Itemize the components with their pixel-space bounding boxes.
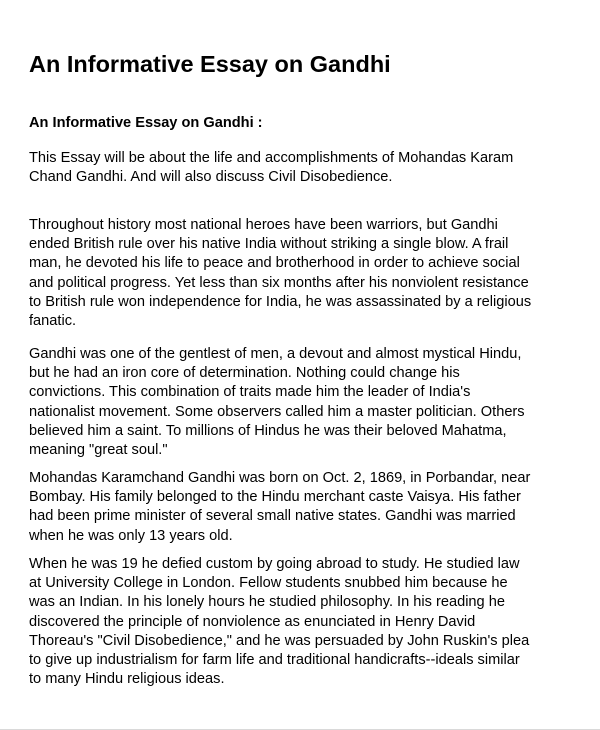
paragraph-line: to many Hindu religious ideas. bbox=[29, 671, 225, 688]
paragraph-line: Thoreau's "Civil Disobedience," and he was persuaded by John Ruskin's plea bbox=[29, 632, 530, 649]
paragraph-line: and political progress. Yet less than six months after his nonviolent resistance bbox=[29, 274, 529, 291]
paragraph-line: at University College in London. Fellow students snubbed him because he bbox=[29, 575, 508, 592]
paragraph-line: Mohandas Karamchand Gandhi was born on Oct. 2, 1869, in Porbandar, near bbox=[29, 470, 531, 486]
paragraph-line: was an Indian. In his lonely hours he studied philosophy. In his reading he bbox=[29, 594, 505, 611]
paragraph-line: When he was 19 he defied custom by going abroad to study. He studied law bbox=[29, 556, 520, 572]
paragraph-line: discovered the principle of nonviolence as enunciated in Henry David bbox=[29, 613, 476, 630]
paragraph-line: nationalist movement. Some observers called him a master politician. Others bbox=[29, 403, 525, 420]
paragraph-line: when he was only 13 years old. bbox=[29, 527, 233, 544]
paragraph-national-heroes bbox=[29, 216, 574, 331]
paragraph-line: Throughout history most national heroes have been warriors, but Gandhi bbox=[29, 217, 498, 233]
document-title: An Informative Essay on Gandhi bbox=[29, 51, 391, 77]
paragraph-line: meaning "great soul." bbox=[29, 442, 168, 459]
paragraph-birth bbox=[29, 469, 574, 546]
paragraph-line: fanatic. bbox=[29, 313, 77, 330]
paragraph-line: believed him a saint. To millions of Hindus he was their beloved Mahatma, bbox=[29, 422, 507, 439]
paragraph-line: to British rule won independence for India, he was assassinated by a religious bbox=[29, 293, 532, 310]
paragraph-line: ended British rule over his native India without striking a single blow. A frail bbox=[29, 236, 509, 253]
paragraph-line: convictions. This combination of traits made him the leader of India's bbox=[29, 384, 471, 401]
paragraph-line: man, he devoted his life to peace and brotherhood in order to achieve social bbox=[29, 255, 520, 272]
paragraph-study-abroad bbox=[29, 555, 574, 689]
paragraph-line: but he had an iron core of determination. Nothing could change his bbox=[29, 365, 460, 382]
paragraph-line: Gandhi was one of the gentlest of men, a devout and almost mystical Hindu, bbox=[29, 346, 522, 362]
paragraph-line: to give up industrialism for farm life and traditional handicrafts--ideals similar bbox=[29, 652, 520, 669]
paragraph-line: This Essay will be about the life and accomplishments of Mohandas Karam bbox=[29, 150, 514, 166]
paragraph-line: Bombay. His family belonged to the Hindu merchant caste Vaisya. His father bbox=[29, 489, 521, 506]
paragraph-gentlest-of-men bbox=[29, 345, 574, 460]
paragraph-line: Chand Gandhi. And will also discuss Civil Disobedience. bbox=[29, 169, 393, 186]
paragraph-intro bbox=[29, 149, 574, 187]
paragraph-line: had been prime minister of several small native states. Gandhi was married bbox=[29, 508, 516, 525]
document-subtitle: An Informative Essay on Gandhi : bbox=[29, 115, 263, 131]
